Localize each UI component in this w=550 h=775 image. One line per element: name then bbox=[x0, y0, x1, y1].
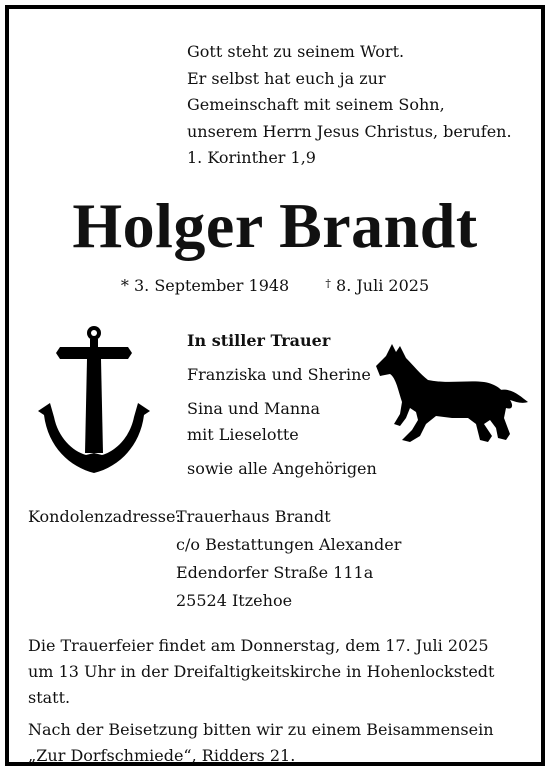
mourner-line: Franziska und Sherine bbox=[187, 365, 371, 384]
condolence-label: Kondolenzadresse: bbox=[28, 507, 181, 526]
mourner-line: Sina und Manna bbox=[187, 399, 321, 418]
death-date: 8. Juli 2025 bbox=[336, 276, 430, 295]
verse-reference: 1. Korinther 1,9 bbox=[187, 148, 316, 167]
address-line: Trauerhaus Brandt bbox=[176, 507, 331, 526]
address-line: c/o Bestattungen Alexander bbox=[176, 535, 402, 554]
mourner-line: sowie alle Angehörigen bbox=[187, 459, 377, 478]
mourner-line: mit Lieselotte bbox=[187, 425, 299, 444]
verse-line: Gott steht zu seinem Wort. bbox=[187, 42, 405, 61]
gathering-info: Nach der Beisetzung bitten wir zu einem Beisammensein „Zur Dorfschmiede“, Ridders 21. bbox=[28, 720, 494, 765]
bible-verse bbox=[187, 39, 527, 172]
birth-date: 3. September 1948 bbox=[133, 276, 290, 295]
verse-line: Er selbst hat euch ja zur bbox=[187, 68, 386, 88]
horse-icon bbox=[372, 340, 530, 448]
address-line: Edendorfer Straße 111a bbox=[176, 563, 374, 582]
funeral-notice bbox=[28, 633, 518, 775]
mourning-title: In stiller Trauer bbox=[187, 331, 331, 350]
birth-symbol: * bbox=[120, 276, 129, 295]
funeral-info: Die Trauerfeier findet am Donnerstag, dem 17. Juli 2025 um 13 Uhr in der Dreifaltigkeitskirche in Hohenlockstedt statt. bbox=[28, 636, 495, 707]
address-line: 25524 Itzehoe bbox=[176, 591, 293, 610]
deceased-name: Holger Brandt bbox=[72, 190, 478, 261]
mourners-block bbox=[187, 328, 377, 482]
death-symbol: † bbox=[325, 277, 331, 290]
verse-line: Gemeinschaft mit seinem Sohn, bbox=[187, 95, 445, 114]
life-dates bbox=[0, 276, 550, 295]
anchor-icon bbox=[34, 325, 154, 475]
verse-line: unserem Herrn Jesus Christus, berufen. bbox=[187, 121, 512, 141]
condolence-address bbox=[28, 503, 401, 615]
